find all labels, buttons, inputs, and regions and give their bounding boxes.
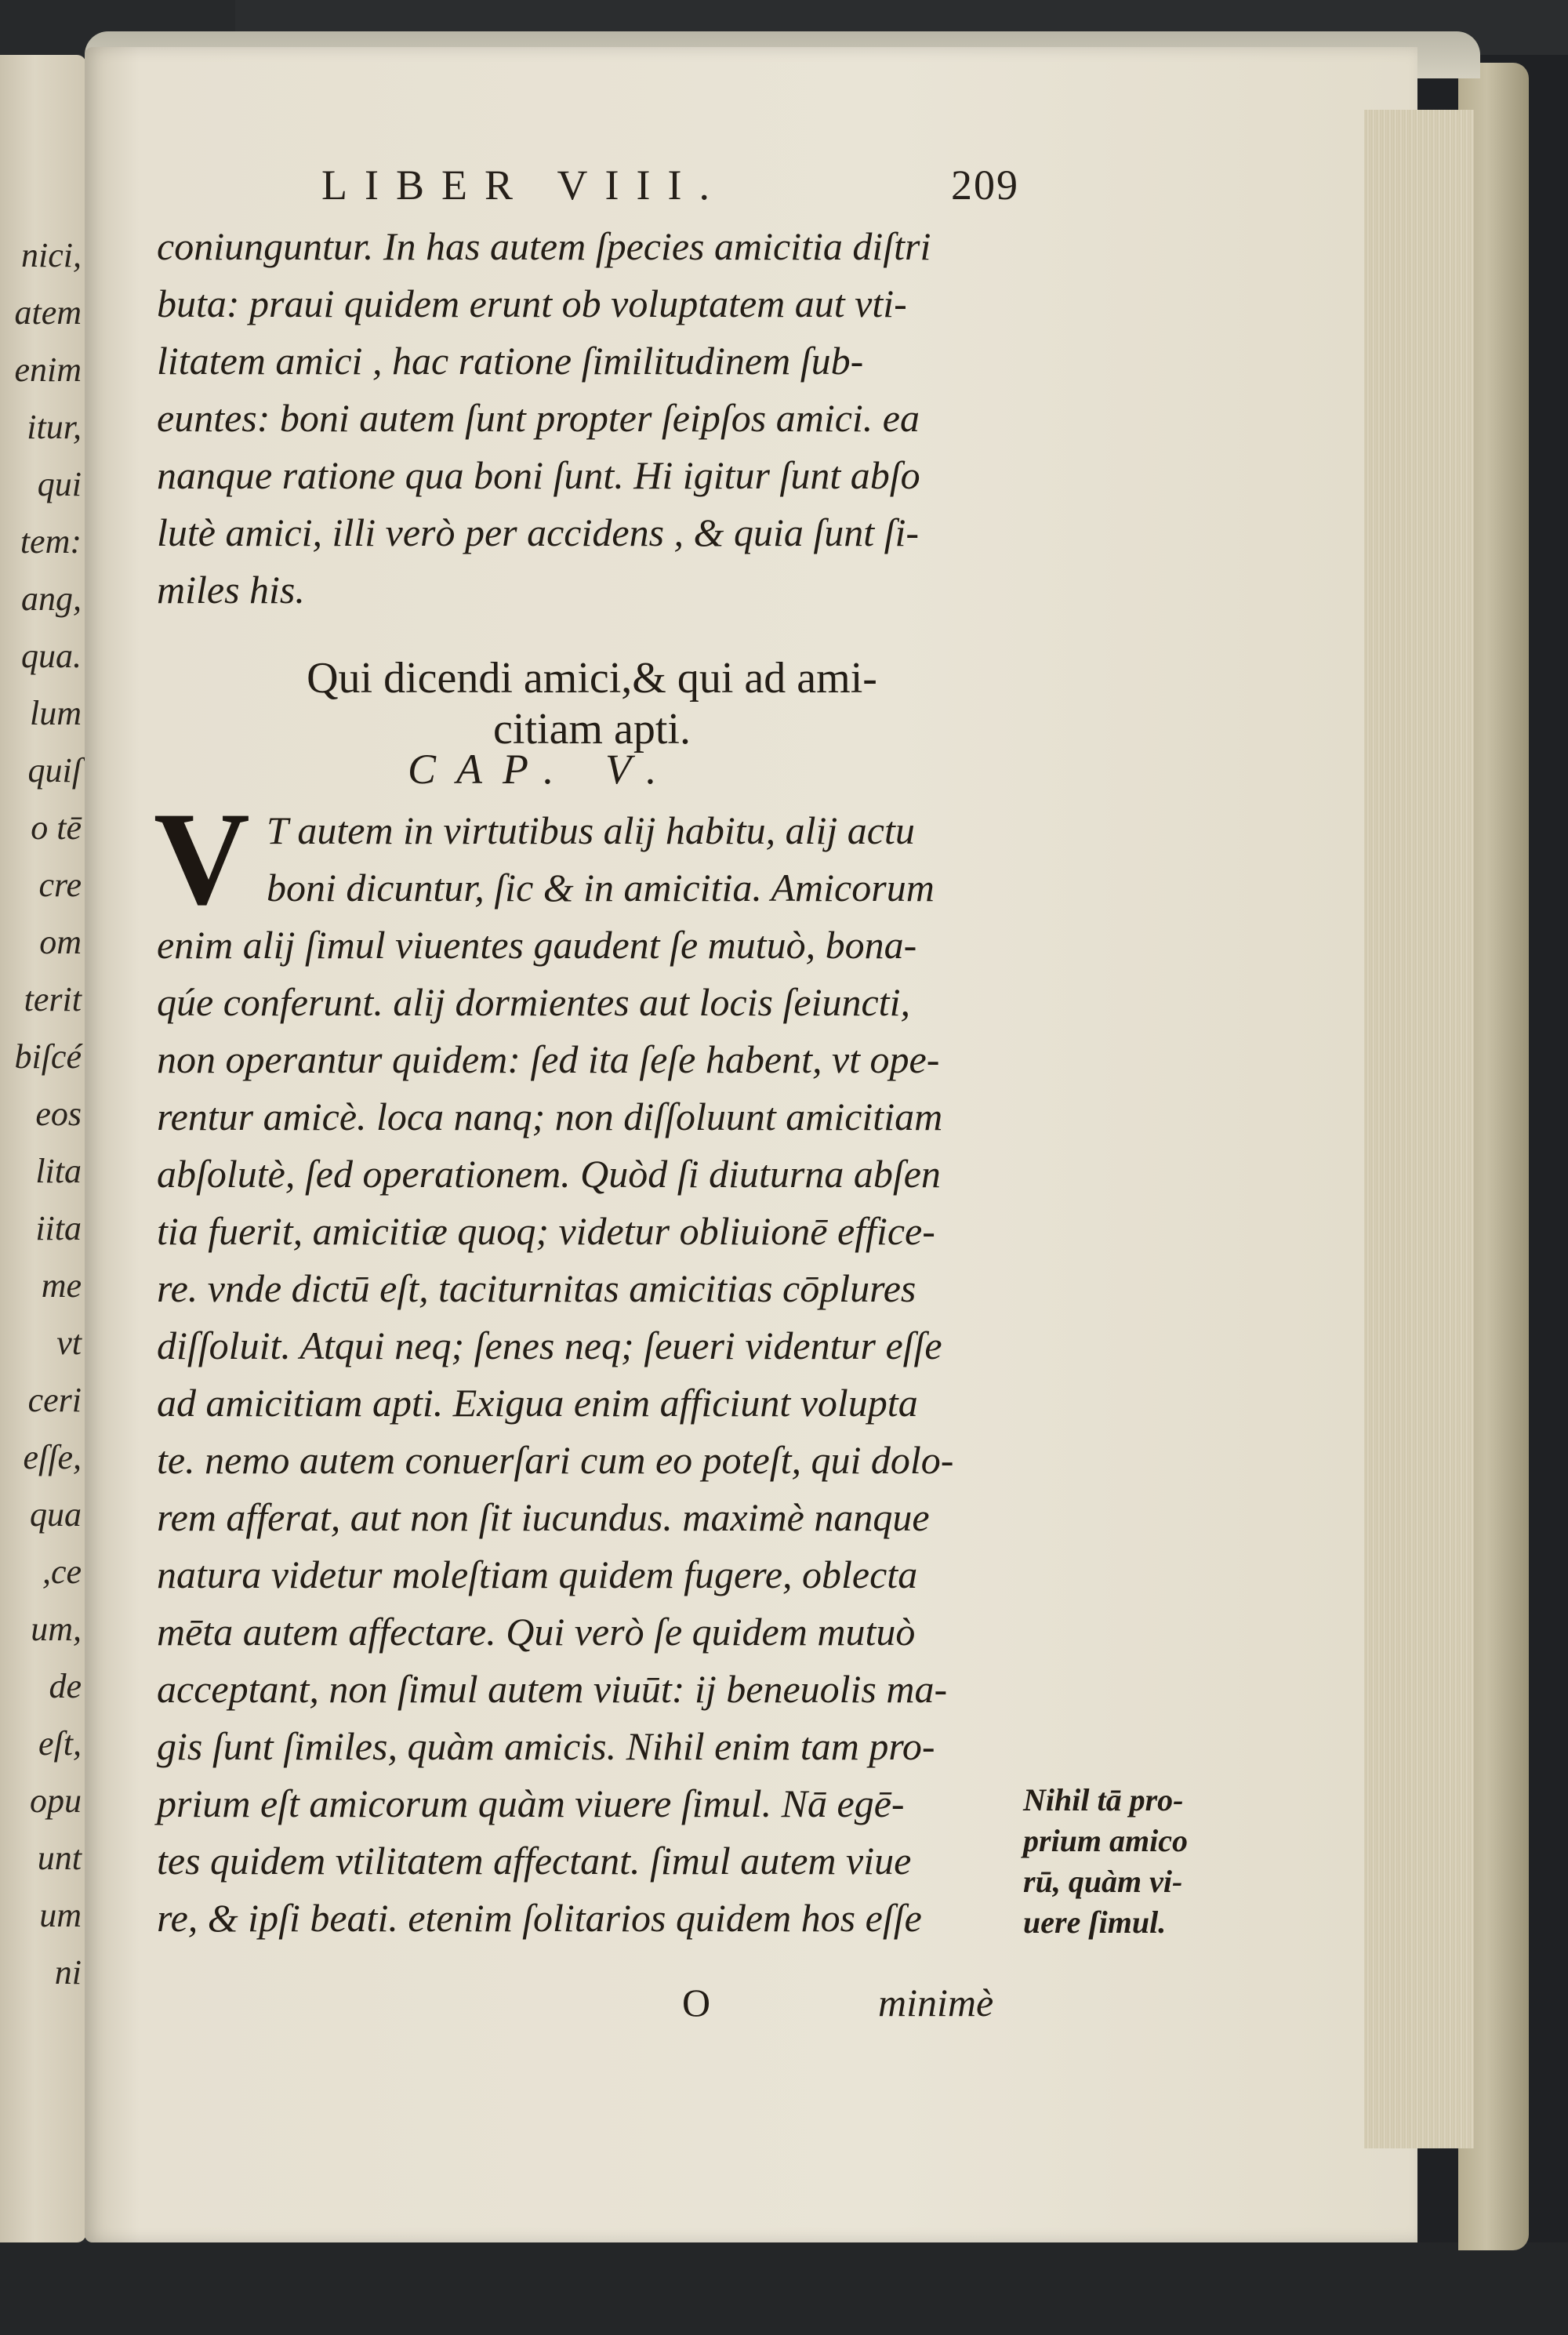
page-fore-edge	[1364, 110, 1474, 2148]
left-page-fragment: enim	[14, 350, 82, 389]
paragraph2-line: mēta autem affectare. Qui verò ſe quidem mutuò	[157, 1610, 916, 1654]
paragraph2-line: T autem in virtutibus alij habitu, alij actu	[267, 808, 915, 852]
left-page-fragment: tem:	[20, 522, 82, 561]
left-page-fragment: itur,	[27, 408, 82, 446]
left-page-fragment: vt	[56, 1324, 82, 1362]
chapter-heading-line-1: Qui dicendi amici,& qui ad ami-	[307, 654, 877, 703]
paragraph2-line: gis ſunt ſimiles, quàm amicis. Nihil enim tam pro-	[157, 1724, 935, 1768]
left-page-fragment: ,ce	[42, 1552, 82, 1591]
left-page-fragment: nici,	[21, 236, 82, 274]
paragraph2-line: rem afferat, aut non ſit iucundus. maximè nanque	[157, 1495, 930, 1539]
running-head	[157, 161, 1019, 216]
paragraph2-line: boni dicuntur, ſic & in amicitia. Amicorum	[267, 866, 935, 910]
paragraph2-line: diſſoluit. Atqui neq; ſenes neq; ſeueri videntur eſſe	[157, 1324, 942, 1367]
left-page-fragment: ni	[54, 1953, 82, 1992]
side-note-line-4: uere ſimul.	[1023, 1905, 1167, 1940]
left-page-fragment: de	[49, 1667, 82, 1705]
paragraph2-line: te. nemo autem conuerſari cum eo poteſt, qui dolo-	[157, 1438, 954, 1482]
left-page-fragment: om	[39, 923, 82, 961]
left-page-fragment: me	[41, 1266, 82, 1305]
left-page-fragment: qui	[37, 465, 82, 503]
left-page-fragment: um,	[31, 1610, 82, 1648]
side-note-line-1: Nihil tā pro-	[1023, 1782, 1184, 1818]
signature-mark: O	[682, 1981, 711, 2025]
paragraph1-line: litatem amici , hac ratione ſimilitudinem ſub-	[157, 339, 864, 383]
chapter-heading-line-2: citiam apti.	[493, 705, 691, 754]
paragraph2-line: ad amicitiam apti. Exigua enim afficiunt volupta	[157, 1381, 918, 1425]
left-page-fragment: cre	[38, 866, 82, 904]
left-page-fragment: unt	[37, 1839, 82, 1877]
paragraph2-line: rentur amicè. loca nanq; non diſſoluunt amicitiam	[157, 1095, 943, 1138]
paragraph1-line: nanque ratione qua boni ſunt. Hi igitur ſunt abſo	[157, 453, 920, 497]
paragraph1-line: lutè amici, illi verò per accidens , & quia ſunt ſi-	[157, 510, 920, 554]
left-page-fragment: lum	[30, 694, 82, 732]
paragraph2-line: tia fuerit, amicitiæ quoq; videtur obliuionē effice-	[157, 1209, 935, 1253]
left-page-fragment: lita	[35, 1152, 82, 1190]
page-number: 209	[951, 162, 1019, 209]
left-page-fragment: eſt,	[38, 1724, 82, 1763]
left-page-fragment: opu	[30, 1781, 82, 1820]
background-bottom	[0, 2242, 1568, 2335]
left-page-fragment: o tē	[31, 808, 82, 847]
left-page-fragment: um	[39, 1896, 82, 1934]
left-page-fragment: qua	[30, 1495, 82, 1534]
paragraph2-line: tes quidem vtilitatem affectant. ſimul autem viue	[157, 1839, 912, 1883]
left-page-fragment: quiſ	[27, 751, 82, 790]
paragraph2-line: non operantur quidem: ſed ita ſeſe habent, vt ope-	[157, 1037, 940, 1081]
paragraph2-line: re, & ipſi beati. etenim ſolitarios quidem hos eſſe	[157, 1896, 922, 1940]
left-page-fragment: ceri	[27, 1381, 82, 1419]
paragraph2-line: enim alij ſimul viuentes gaudent ſe mutuò, bona-	[157, 923, 917, 967]
left-page-fragment: qua.	[21, 637, 82, 675]
paragraph1-line: miles his.	[157, 568, 305, 612]
paragraph1-line: coniunguntur. In has autem ſpecies amicitia diſtri	[157, 224, 931, 268]
left-page-fragment: atem	[14, 293, 82, 332]
paragraph2-line: natura videtur moleſtiam quidem fugere, oblecta	[157, 1552, 918, 1596]
side-note-line-2: prium amico	[1023, 1823, 1189, 1858]
left-page-fragment: eos	[35, 1095, 82, 1133]
side-note-line-3: rū, quàm vi-	[1023, 1864, 1183, 1899]
paragraph2-line: prium eſt amicorum quàm viuere ſimul. Nā egē-	[157, 1781, 905, 1825]
left-page-fragment: terit	[24, 980, 82, 1019]
left-page	[0, 55, 86, 2242]
chapter-number: CAP. V.	[408, 746, 677, 793]
drop-cap: V	[154, 785, 250, 932]
paragraph2-line: acceptant, non ſimul autem viuūt: ij beneuolis ma-	[157, 1667, 948, 1711]
paragraph2-line: qúe conferunt. alij dormientes aut locis ſeiuncti,	[157, 980, 910, 1024]
left-page-fragment: iita	[35, 1209, 82, 1247]
left-page-fragment: biſcé	[14, 1037, 82, 1076]
paragraph2-line: re. vnde dictū eſt, taciturnitas amicitias cōplures	[157, 1266, 916, 1310]
paragraph2-line: abſolutè, ſed operationem. Quòd ſi diuturna abſen	[157, 1152, 941, 1196]
left-page-fragment: ang,	[21, 579, 82, 618]
running-head-title: LIBER VIII.	[321, 162, 727, 209]
paragraph1-line: euntes: boni autem ſunt propter ſeipſos amici. ea	[157, 396, 920, 440]
paragraph1-line: buta: praui quidem erunt ob voluptatem aut vti-	[157, 281, 907, 325]
catchword: minimè	[878, 1981, 994, 2025]
left-page-fragment: eſſe,	[23, 1438, 82, 1476]
